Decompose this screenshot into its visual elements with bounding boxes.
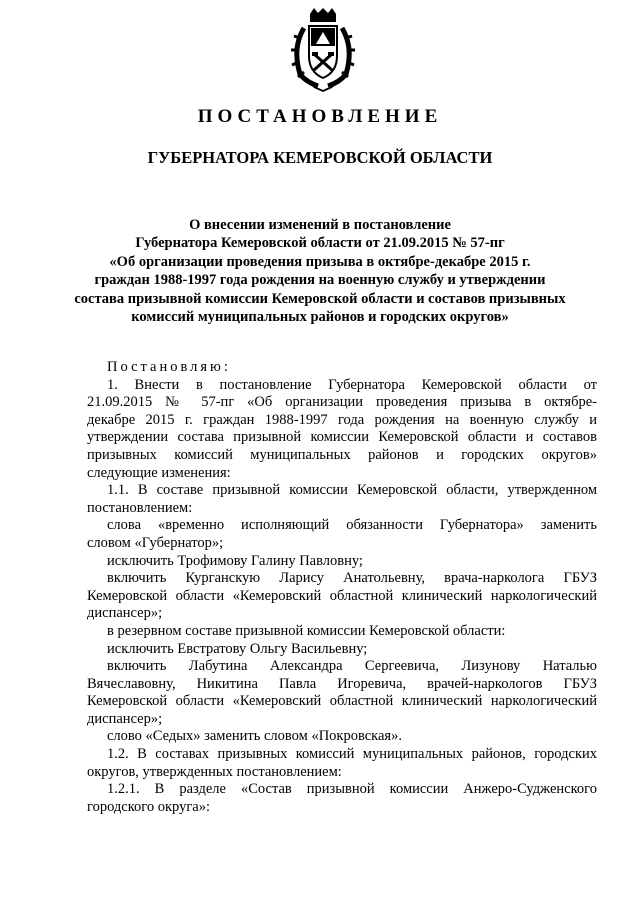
- paragraph-include-2-line: Кемеровской области «Кемеровский областной клинический наркологический: [87, 693, 597, 710]
- paragraph-include-2-line: Вячеславовну, Никитина Павла Игоревича, врачей-наркологов ГБУЗ: [87, 675, 597, 692]
- paragraph-1-line: декабре 2015 г. граждан 1988-1997 года рождения на военную службу и: [87, 411, 597, 428]
- paragraph-1-line: 1. Внести в постановление Губернатора Кемеровской области от: [107, 376, 597, 393]
- paragraph-reserve: в резервном составе призывной комиссии Кемеровской области:: [107, 622, 506, 639]
- paragraph-1-1-line: 1.1. В составе призывной комиссии Кемеровской области, утвержденном: [107, 482, 597, 499]
- paragraph-1-line: следующие изменения:: [87, 464, 231, 481]
- paragraph-words-line: словом «Губернатор»;: [87, 534, 224, 551]
- paragraph-words-line: слова «временно исполняющий обязанности Губернатора» заменить: [107, 517, 597, 534]
- paragraph-1-2-1-line: городского округа»:: [87, 798, 211, 815]
- paragraph-include-2-line: включить Лабутина Александра Сергеевича, Лизунову Наталью: [107, 658, 597, 675]
- subject-line: граждан 1988-1997 года рождения на военную службу и утверждении: [94, 272, 546, 289]
- subject-line: комиссий муниципальных районов и городских округов»: [131, 309, 509, 326]
- subject-line: «Об организации проведения призыва в октябре-декабре 2015 г.: [109, 253, 531, 270]
- body-intro: Постановляю:: [107, 359, 231, 375]
- paragraph-exclude-1: исключить Трофимову Галину Павловну;: [107, 552, 363, 569]
- coat-of-arms-icon: [290, 8, 356, 92]
- issuer-title: ГУБЕРНАТОРА КЕМЕРОВСКОЙ ОБЛАСТИ: [147, 148, 493, 167]
- paragraph-1-1-line: постановлением:: [87, 499, 193, 516]
- document-body: [87, 359, 597, 816]
- paragraph-1-2-1-line: 1.2.1. В разделе «Состав призывной комиссии Анжеро-Судженского: [107, 781, 597, 798]
- subject-line: О внесении изменений в постановление: [189, 217, 451, 233]
- paragraph-include-1-line: Кемеровской области «Кемеровский областной клинический наркологический: [87, 587, 597, 604]
- paragraph-1-2-line: округов, утвержденных постановлением:: [87, 763, 342, 780]
- subject-line: состава призывной комиссии Кемеровской области и составов призывных: [74, 290, 566, 307]
- paragraph-include-2-line: диспансер»;: [87, 710, 163, 727]
- document-type-title: ПОСТАНОВЛЕНИЕ: [197, 106, 443, 127]
- paragraph-1-line: 21.09.2015 № 57-пг «Об организации проведения призыва в октябре-: [87, 394, 597, 411]
- paragraph-1-line: утверждении состава призывной комиссии Кемеровской области и составов: [87, 429, 597, 446]
- subject-line: Губернатора Кемеровской области от 21.09.2015 № 57-пг: [135, 235, 505, 252]
- paragraph-exclude-2: исключить Евстратову Ольгу Васильевну;: [107, 640, 368, 657]
- paragraph-include-1-line: диспансер»;: [87, 605, 163, 622]
- document-subject: [60, 216, 580, 326]
- paragraph-replace: слово «Седых» заменить словом «Покровская».: [107, 728, 402, 745]
- paragraph-include-1-line: включить Курганскую Ларису Анатольевну, врача-нарколога ГБУЗ: [107, 570, 597, 587]
- paragraph-1-line: призывных комиссий муниципальных районов и городских округов»: [87, 446, 597, 463]
- paragraph-1-2-line: 1.2. В составах призывных комиссий муниципальных районов, городских: [107, 746, 597, 763]
